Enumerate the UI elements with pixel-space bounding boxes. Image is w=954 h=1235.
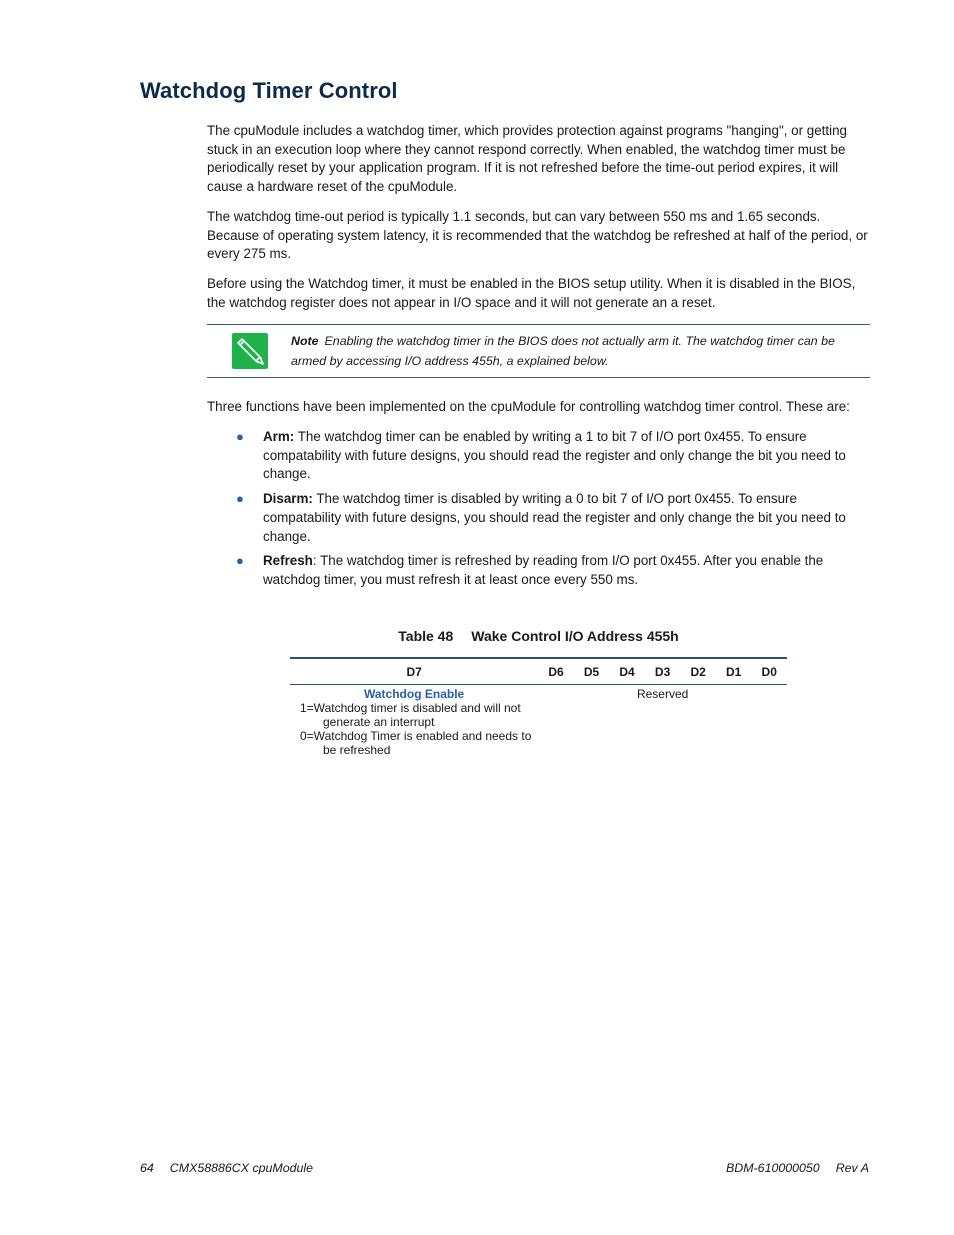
column-header: D3	[645, 658, 681, 685]
list-item	[234, 428, 870, 484]
footer-left	[140, 1161, 313, 1175]
revision: Rev A	[835, 1161, 869, 1175]
bullet-icon: ●	[236, 491, 244, 507]
reserved-cell: Reserved	[636, 687, 689, 701]
bullet-icon: ●	[236, 553, 244, 569]
section-heading: Watchdog Timer Control	[140, 78, 398, 103]
functions-list	[234, 428, 870, 596]
field-option: 1=Watchdog timer is disabled and will not generate an interrupt	[300, 701, 521, 729]
pencil-note-icon	[232, 333, 268, 369]
table-header-row	[290, 658, 787, 685]
note-text	[291, 332, 861, 371]
column-header: D5	[574, 658, 610, 685]
doc-title: CMX58886CX cpuModule	[169, 1161, 314, 1175]
column-header: D7	[290, 658, 538, 685]
field-option: 0=Watchdog Timer is enabled and needs to be refreshed	[300, 729, 532, 757]
footer-right	[726, 1161, 869, 1175]
column-header: D4	[609, 658, 645, 685]
function-term: Refresh	[263, 553, 313, 569]
field-name: Watchdog Enable	[364, 687, 465, 701]
function-text: The watchdog timer is disabled by writing a 0 to bit 7 of I/O port 0x455. To ensure compatability with future designs, you should read the register and only change the bit you need to change.	[263, 491, 846, 544]
function-text: : The watchdog timer is refreshed by reading from I/O port 0x455. After you enable the watchdog timer, you must refresh it at least once every 550 ms.	[263, 553, 824, 587]
function-text: The watchdog timer can be enabled by writing a 1 to bit 7 of I/O port 0x455. To ensure compatability with future designs, you should read the register and only change the bit you need to change.	[263, 429, 846, 482]
register-table	[290, 657, 787, 757]
functions-intro: Three functions have been implemented on the cpuModule for controlling watchdog timer control. These are:	[207, 399, 850, 414]
list-item	[234, 552, 870, 589]
list-item	[234, 490, 870, 546]
timeout-paragraph: The watchdog time-out period is typically 1.1 seconds, but can vary between 550 ms and 1.65 seconds. Because of operating system latency, it is recommended that the watchdog be refreshed at half of the period, or every 275 ms.	[207, 209, 868, 262]
note-label: Note	[291, 334, 319, 348]
column-header: D2	[680, 658, 716, 685]
note-body: Enabling the watchdog timer in the BIOS does not actually arm it. The watchdog timer can be armed by accessing I/O address 455h, a explained below.	[291, 334, 835, 368]
intro-paragraph: The cpuModule includes a watchdog timer, which provides protection against programs "hanging", or getting stuck in an execution loop where they cannot respond correctly. When enabled, the watchdog timer must be periodically reset by your application program. If it is not refreshed before the time-out period expires, it will cause a hardware reset of the cpuModule.	[207, 123, 847, 195]
column-header: D1	[716, 658, 752, 685]
d7-cell	[290, 685, 538, 758]
note-box	[207, 324, 870, 378]
table-number: Table 48	[398, 628, 454, 644]
doc-number: BDM-610000050	[726, 1161, 820, 1175]
table-caption	[290, 628, 787, 644]
table-title: Wake Control I/O Address 455h	[471, 628, 679, 644]
page-number: 64	[140, 1161, 154, 1175]
bios-paragraph: Before using the Watchdog timer, it must be enabled in the BIOS setup utility. When it is disabled in the BIOS, the watchdog register does not appear in I/O space and it will not generate an a reset.	[207, 276, 856, 310]
function-term: Arm:	[263, 429, 295, 444]
table-row	[290, 685, 787, 758]
column-header: D0	[751, 658, 787, 685]
function-term: Disarm:	[263, 491, 313, 507]
column-header: D6	[538, 658, 574, 685]
bullet-icon: ●	[236, 429, 244, 444]
